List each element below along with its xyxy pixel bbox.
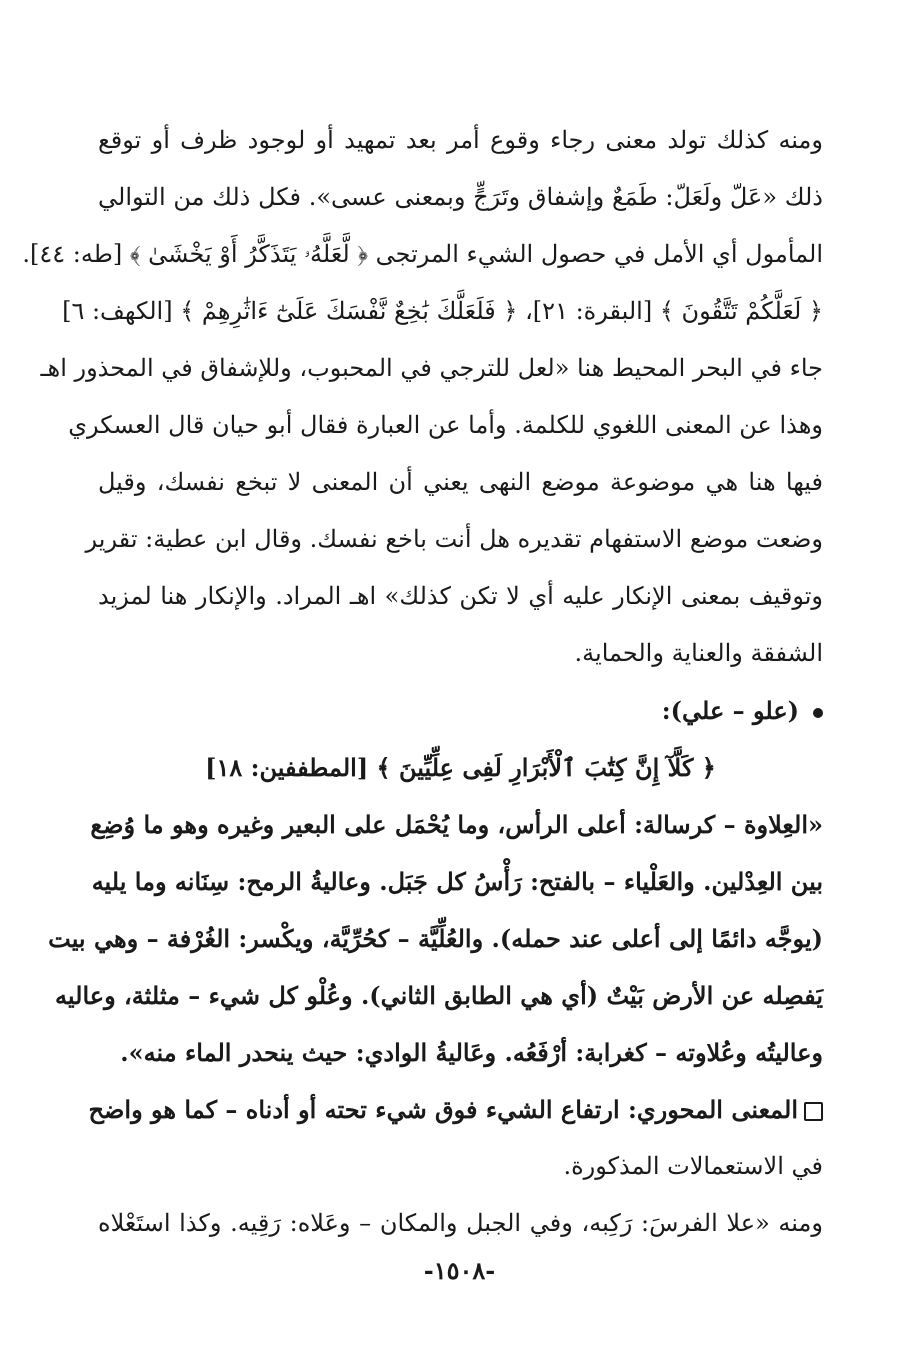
text-line: ومنه كذلك تولد معنى رجاء وقوع أمر بعد تمهيد أو لوجود ظرف أو توقع: [98, 126, 823, 154]
definition-line: بين العِدْلين. والعَلْياء – بالفتح: رَأْسُ كل جَبَل. وعاليةُ الرمح: سِنَانه وما يليه: [91, 867, 823, 896]
text-line: وضعت موضع الاستفهام تقديره هل أنت باخع نفسك. وقال ابن عطية: تقرير: [85, 525, 823, 553]
verse-quote: ﴿ كَلَّآ إِنَّ كِتَٰبَ ٱلْأَبْرَارِ لَفِى عِلِّيِّينَ ﴾ [المطففين: ١٨]: [205, 753, 716, 782]
definition-line: (يوجَّه دائمًا إلى أعلى عند حمله). والعُلِّيَّة – كحُرِّيَّة، ويكْسر: الغُرْفة – وهي بيت: [48, 924, 823, 953]
definition-line: يَفصِله عن الأرض بَيْتٌ (أي هي الطابق الثاني). وعُلْو كل شيء – مثلثة، وعاليه: [55, 981, 823, 1010]
page-body: [22, 112, 823, 1252]
section-heading: [98, 682, 823, 739]
text-line: جاء في البحر المحيط هنا «لعل للترجي في المحبوب، وللإشفاق في المحذور اهـ: [40, 354, 823, 382]
text-line: وهذا عن المعنى اللغوي للكلمة. وأما عن العبارة فقال أبو حيان قال العسكري: [68, 411, 823, 439]
square-icon: [804, 1102, 823, 1121]
definition-line: وعاليتُه وعُلاوته – كغرابة: أرْفَعُه. وعَاليةُ الوادي: حيث ينحدر الماء منه».: [120, 1038, 823, 1067]
page-number: -١٥٠٨-: [423, 1256, 496, 1285]
text-line: فيها هنا هي موضوعة موضع النهى يعني أن المعنى لا تبخع نفسك، وقيل: [98, 468, 823, 496]
definition-line: «العِلاوة – كرسالة: أعلى الرأس، وما يُحْمَل على البعير وغيره وهو ما وُضِع: [90, 810, 823, 839]
core-meaning-line: [88, 1081, 823, 1138]
core-meaning-line: في الاستعمالات المذكورة.: [563, 1152, 823, 1180]
text-line: ذلك «عَلّ ولَعَلّ: طَمَعٌ وإشفاق وتَرَجٍّ وبمعنى عسى». فكل ذلك من التوالي: [98, 183, 823, 211]
text-line: ومنه «علا الفرسَ: رَكِبه، وفي الجبل والمكان – وعَلاه: رَقِيه. وكذا استَعْلاه: [98, 1209, 823, 1237]
text-line: الشفقة والعناية والحماية.: [574, 639, 823, 667]
text-line: وتوقيف بمعنى الإنكار عليه أي لا تكن كذلك» اهـ المراد. والإنكار هنا لمزيد: [98, 582, 823, 610]
core-meaning-text: المعنى المحوري: ارتفاع الشيء فوق شيء تحته أو أدناه – كما هو واضح: [88, 1095, 798, 1124]
bullet-dot-icon: [813, 708, 823, 718]
text-line: المأمول أي الأمل في حصول الشيء المرتجى ﴿ لَّعَلَّهُۥ يَتَذَكَّرُ أَوْ يَخْشَىٰ ﴾ [طه: ٤٤].: [22, 240, 823, 268]
text-line: ﴿ لَعَلَّكُمْ تَتَّقُونَ ﴾ [البقرة: ٢١]، ﴿ فَلَعَلَّكَ بَٰخِعٌ نَّفْسَكَ عَلَىٰٓ ءَاثَٰرِهِمْ ﴾ [الكهف: ٦]: [62, 297, 823, 325]
section-heading-text: (علو – علي):: [661, 696, 799, 725]
